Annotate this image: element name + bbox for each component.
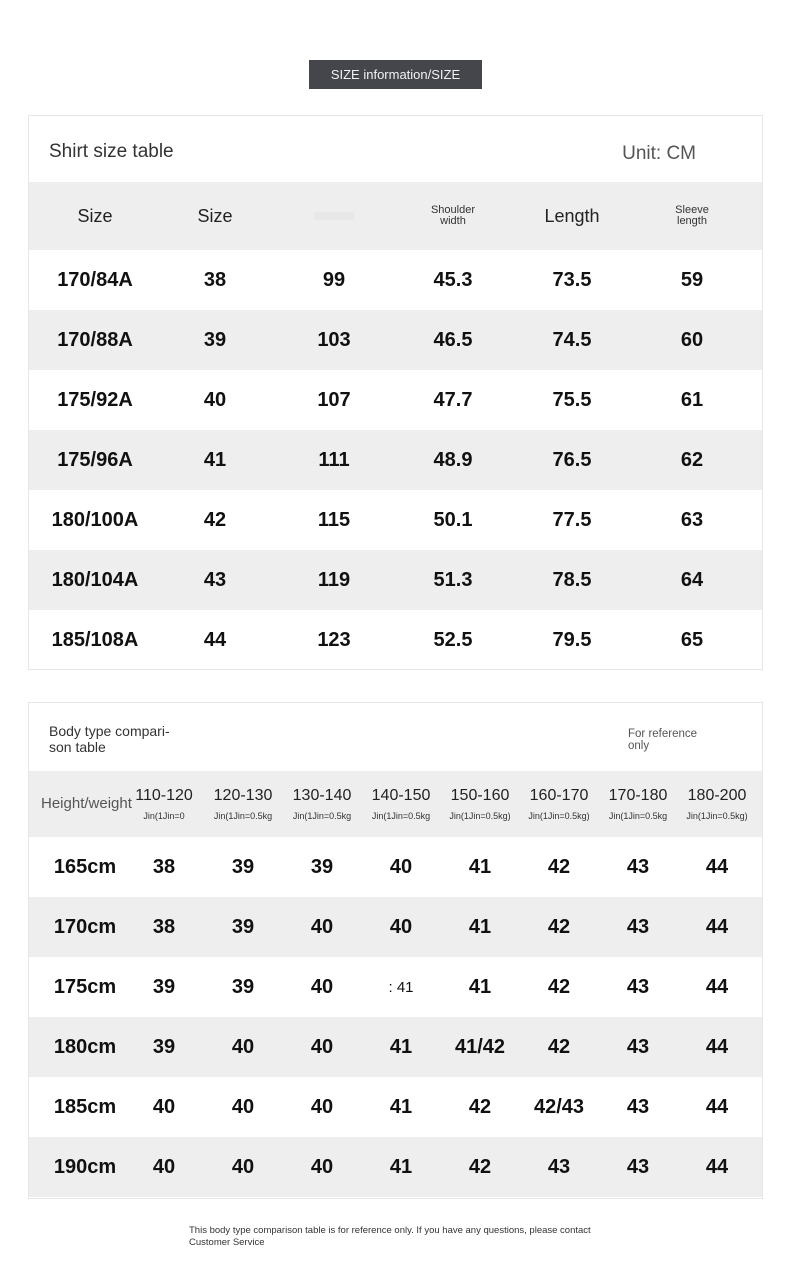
size-table-cell: 73.5: [552, 268, 592, 291]
size-table-cell: 38: [203, 268, 227, 291]
body-table-title: [49, 723, 199, 755]
size-value-cell: 38: [152, 855, 176, 878]
size-header-cell: [633, 182, 751, 250]
size-value-cell: 40: [310, 1155, 334, 1178]
size-value-cell: 38: [152, 915, 176, 938]
size-table-cell: 48.9: [433, 448, 473, 471]
size-value-cell: 43: [626, 1095, 650, 1118]
size-table-cell: 64: [680, 568, 704, 591]
weight-unit-note: Jin(1Jin=0.5kg: [371, 811, 431, 821]
size-table-cell: 119: [317, 568, 351, 591]
weight-range-header: [125, 771, 203, 837]
size-value-cell: 40: [310, 915, 334, 938]
size-table-cell: 43: [203, 568, 227, 591]
weight-range-label: 160-170: [529, 787, 589, 804]
size-header-cell: [36, 182, 154, 250]
size-value-cell: 43: [626, 1035, 650, 1058]
size-table-cell: 62: [680, 448, 704, 471]
size-table-row: [29, 550, 762, 610]
size-table-cell: 103: [317, 328, 351, 351]
weight-unit-note: Jin(1Jin=0.5kg: [213, 811, 273, 821]
size-value-cell: 40: [389, 855, 413, 878]
height-cell: 190cm: [53, 1155, 117, 1178]
body-table-row: [29, 957, 762, 1017]
size-table-header-bar: [29, 116, 762, 182]
size-table-cell: 63: [680, 508, 704, 531]
unit-label: Unit: CM: [622, 143, 696, 164]
size-value-cell: 42: [547, 915, 571, 938]
size-table-cell: 107: [317, 388, 351, 411]
size-value-cell: 42: [468, 1155, 492, 1178]
weight-range-label: 150-160: [450, 787, 510, 804]
size-value-cell: 40: [231, 1035, 255, 1058]
size-table-column-headers: [29, 182, 762, 250]
size-value-cell: 43: [626, 975, 650, 998]
size-value-cell: 44: [705, 1155, 729, 1178]
size-table-cell: 41: [203, 448, 227, 471]
size-table-cell: 115: [317, 508, 351, 531]
body-table-row: [29, 1017, 762, 1077]
height-cell: 180cm: [53, 1035, 117, 1058]
size-table-cell: 175/96A: [57, 448, 133, 471]
size-table-row: [29, 250, 762, 310]
size-header-label: width: [440, 215, 466, 227]
size-value-cell: 39: [231, 975, 255, 998]
size-table-cell: 77.5: [552, 508, 592, 531]
size-value-cell: 41/42: [454, 1035, 506, 1058]
size-table-title: Shirt size table: [49, 141, 174, 162]
weight-unit-note: Jin(1Jin=0.5kg): [449, 811, 511, 821]
size-value-cell: 43: [626, 915, 650, 938]
size-table-cell: 175/92A: [57, 388, 133, 411]
body-table-title-line: Body type compari-: [49, 723, 170, 739]
height-cell: 165cm: [53, 855, 117, 878]
size-table-cell: 46.5: [433, 328, 473, 351]
size-table-cell: 78.5: [552, 568, 592, 591]
size-value-cell: 42: [547, 1035, 571, 1058]
height-cell: 175cm: [53, 975, 117, 998]
size-table-cell: 47.7: [433, 388, 473, 411]
size-table-cell: 75.5: [552, 388, 592, 411]
size-table-cell: 180/100A: [51, 508, 139, 531]
size-header-cell: [394, 182, 512, 250]
weight-range-label: 140-150: [371, 787, 431, 804]
size-table-row: [29, 370, 762, 430]
size-value-cell: 40: [310, 1035, 334, 1058]
size-table-cell: 59: [680, 268, 704, 291]
weight-range-header: [678, 771, 756, 837]
body-table-header-bar: [29, 703, 762, 771]
size-value-cell: 41: [389, 1035, 413, 1058]
size-value-cell: : 41: [388, 978, 414, 996]
size-value-cell: 41: [468, 975, 492, 998]
size-value-cell: 42/43: [533, 1095, 585, 1118]
size-table-cell: 74.5: [552, 328, 592, 351]
size-value-cell: 40: [310, 975, 334, 998]
weight-range-header: [362, 771, 440, 837]
size-value-cell: 44: [705, 1035, 729, 1058]
body-table-column-headers: [29, 771, 762, 837]
size-header-label: Sleeve: [675, 204, 709, 216]
weight-range-label: 120-130: [213, 787, 273, 804]
size-value-cell: 39: [152, 1035, 176, 1058]
size-value-cell: 41: [389, 1155, 413, 1178]
reference-note-line: For reference: [628, 728, 698, 740]
size-table-cell: 65: [680, 628, 704, 651]
size-header-cell: [156, 182, 274, 250]
shirt-size-table: [28, 115, 763, 670]
size-value-cell: 39: [231, 915, 255, 938]
size-table-cell: 99: [322, 268, 346, 291]
weight-range-header: [283, 771, 361, 837]
weight-range-label: 110-120: [135, 787, 193, 804]
weight-range-label: 180-200: [687, 787, 747, 804]
size-table-row: [29, 490, 762, 550]
body-type-comparison-table: [28, 702, 763, 1199]
size-table-cell: 52.5: [433, 628, 473, 651]
weight-range-label: 170-180: [608, 787, 668, 804]
size-value-cell: 40: [231, 1155, 255, 1178]
weight-unit-note: Jin(1Jin=0: [143, 811, 185, 821]
size-table-cell: 180/104A: [51, 568, 139, 591]
size-header-label: Length: [544, 205, 600, 226]
weight-unit-note: Jin(1Jin=0.5kg: [292, 811, 352, 821]
size-table-row: [29, 310, 762, 370]
size-value-cell: 42: [547, 855, 571, 878]
size-table-cell: 170/84A: [57, 268, 133, 291]
size-table-cell: 185/108A: [51, 628, 139, 651]
size-value-cell: 41: [389, 1095, 413, 1118]
size-value-cell: 42: [468, 1095, 492, 1118]
size-header-label: Shoulder: [430, 204, 476, 216]
body-table-row: [29, 1077, 762, 1137]
blurred-header-mark: [314, 212, 354, 220]
reference-note: [628, 728, 718, 752]
size-table-cell: 50.1: [433, 508, 473, 531]
size-table-cell: 40: [203, 388, 227, 411]
weight-unit-note: Jin(1Jin=0.5kg: [608, 811, 668, 821]
size-table-cell: 111: [318, 448, 350, 471]
size-value-cell: 44: [705, 915, 729, 938]
size-value-cell: 39: [152, 975, 176, 998]
size-table-cell: 51.3: [433, 568, 473, 591]
size-value-cell: 40: [152, 1095, 176, 1118]
weight-unit-note: Jin(1Jin=0.5kg): [686, 811, 748, 821]
body-table-title-line: son table: [49, 739, 106, 755]
size-table-cell: 79.5: [552, 628, 592, 651]
size-table-cell: 61: [680, 388, 704, 411]
size-value-cell: 41: [468, 855, 492, 878]
weight-range-header: [599, 771, 677, 837]
body-table-row: [29, 837, 762, 897]
size-table-cell: 76.5: [552, 448, 592, 471]
size-value-cell: 43: [626, 855, 650, 878]
weight-range-label: 130-140: [292, 787, 352, 804]
weight-range-header: [204, 771, 282, 837]
section-badge: SIZE information/SIZE: [309, 60, 482, 89]
size-value-cell: 44: [705, 1095, 729, 1118]
size-table-cell: 44: [203, 628, 227, 651]
size-table-row: [29, 610, 762, 670]
size-table-cell: 170/88A: [57, 328, 133, 351]
size-table-cell: 42: [203, 508, 227, 531]
size-value-cell: 43: [626, 1155, 650, 1178]
weight-range-header: [520, 771, 598, 837]
size-value-cell: 43: [547, 1155, 571, 1178]
size-value-cell: 39: [231, 855, 255, 878]
size-value-cell: 40: [152, 1155, 176, 1178]
weight-unit-note: Jin(1Jin=0.5kg): [528, 811, 590, 821]
reference-note-line: only: [628, 740, 650, 752]
size-header-label: Size: [197, 205, 233, 226]
size-value-cell: 40: [389, 915, 413, 938]
body-table-row: [29, 897, 762, 957]
size-table-cell: 45.3: [433, 268, 473, 291]
size-value-cell: 42: [547, 975, 571, 998]
size-header-cell: [275, 182, 393, 250]
size-value-cell: 40: [310, 1095, 334, 1118]
size-header-cell: [513, 182, 631, 250]
size-header-label: Size: [77, 205, 113, 226]
size-table-cell: 123: [317, 628, 351, 651]
height-cell: 185cm: [53, 1095, 117, 1118]
weight-range-header: [441, 771, 519, 837]
size-table-cell: 60: [680, 328, 704, 351]
size-value-cell: 40: [231, 1095, 255, 1118]
size-table-row: [29, 430, 762, 490]
size-header-label: length: [677, 215, 707, 227]
size-value-cell: 44: [705, 855, 729, 878]
size-value-cell: 39: [310, 855, 334, 878]
size-table-cell: 39: [203, 328, 227, 351]
height-weight-label: Height/weight: [41, 795, 132, 812]
size-value-cell: 41: [468, 915, 492, 938]
height-cell: 170cm: [53, 915, 117, 938]
body-table-row: [29, 1137, 762, 1197]
footer-note: This body type comparison table is for reference only. If you have any questions, please contact Customer Service: [189, 1225, 591, 1248]
size-value-cell: 44: [705, 975, 729, 998]
